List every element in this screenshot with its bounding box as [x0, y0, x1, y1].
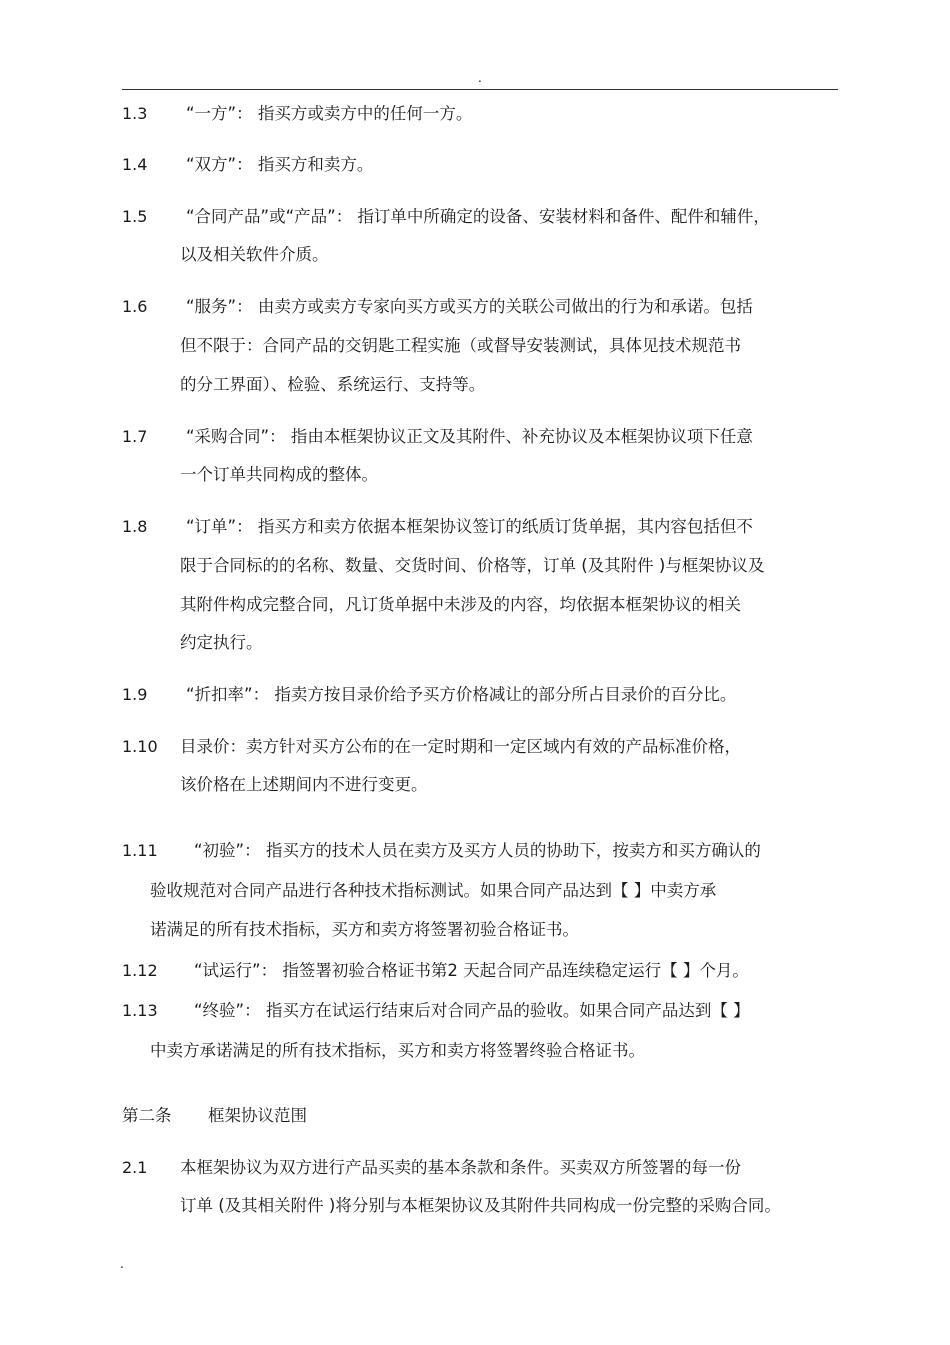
item-text: “服务”： 由卖方或卖方专家向买方或买方的关联公司做出的行为和承诺。包括	[186, 297, 753, 316]
item-text: “折扣率”： 指卖方按目录价给予买方价格减让的部分所占目录价的百分比。	[186, 685, 737, 704]
item-text: 其附件构成完整合同，凡订货单据中未涉及的内容，均依据本框架协议的相关	[180, 595, 741, 614]
item-text: 订单 (及其相关附件 )将分别与本框架协议及其附件共同构成一份完整的采购合同。	[180, 1196, 781, 1215]
item-text: 限于合同标的的名称、数量、交货时间、价格等，订单 (及其附件 )与框架协议及	[180, 556, 765, 575]
item-number: 1.12	[122, 961, 158, 980]
section-heading-title: 框架协议范围	[208, 1106, 307, 1125]
item-text: 目录价：卖方针对买方公布的在一定时期和一定区域内有效的产品标准价格，	[180, 737, 741, 756]
item-text: “合同产品”或“产品”： 指订单中所确定的设备、安装材料和备件、配件和辅件，	[186, 207, 770, 226]
item-number: 1.11	[122, 841, 158, 860]
item-text: 本框架协议为双方进行产品买卖的基本条款和条件。买卖双方所签署的每一份	[180, 1158, 741, 1177]
item-text: 诺满足的所有技术指标，买方和卖方将签署初验合格证书。	[150, 920, 579, 939]
item-text: “初验”： 指买方的技术人员在卖方及买方人员的协助下，按卖方和买方确认的	[194, 841, 761, 860]
item-number: 1.4	[122, 155, 148, 174]
item-number: 2.1	[122, 1158, 148, 1177]
item-number: 1.13	[122, 1001, 158, 1020]
item-text: 以及相关软件介质。	[180, 245, 329, 264]
item-text: 中卖方承诺满足的所有技术指标，买方和卖方将签署终验合格证书。	[150, 1041, 645, 1060]
item-number: 1.8	[122, 517, 148, 536]
item-number: 1.3	[122, 104, 148, 123]
section-heading-number: 第二条	[122, 1106, 172, 1125]
footer-mark: .	[120, 1257, 124, 1271]
item-text: “双方”： 指买方和卖方。	[186, 155, 374, 174]
item-text: “订单”： 指买方和卖方依据本框架协议签订的纸质订货单据，其内容包括但不	[186, 517, 753, 536]
item-text: 约定执行。	[180, 633, 263, 652]
item-number: 1.5	[122, 207, 148, 226]
header-rule	[122, 89, 838, 90]
item-text: “试运行”： 指签署初验合格证书第2 天起合同产品连续稳定运行【 】个月。	[194, 961, 749, 980]
item-number: 1.6	[122, 297, 148, 316]
item-text: 但不限于：合同产品的交钥匙工程实施（或督导安装测试，具体见技术规范书	[180, 336, 741, 355]
item-number: 1.7	[122, 427, 148, 446]
item-text: “一方”： 指买方或卖方中的任何一方。	[186, 104, 473, 123]
item-text: 验收规范对合同产品进行各种技术指标测试。如果合同产品达到【 】中卖方承	[150, 881, 717, 900]
item-text: 该价格在上述期间内不进行变更。	[180, 775, 428, 794]
header-mark: .	[478, 71, 482, 85]
item-text: “采购合同”： 指由本框架协议正文及其附件、补充协议及本框架协议项下任意	[186, 427, 753, 446]
item-text: 的分工界面）、检验、系统运行、支持等。	[180, 375, 486, 394]
item-text: 一个订单共同构成的整体。	[180, 465, 378, 484]
item-text: “终验”： 指买方在试运行结束后对合同产品的验收。如果合同产品达到【 】	[194, 1001, 750, 1020]
item-number: 1.10	[122, 737, 158, 756]
item-number: 1.9	[122, 685, 148, 704]
